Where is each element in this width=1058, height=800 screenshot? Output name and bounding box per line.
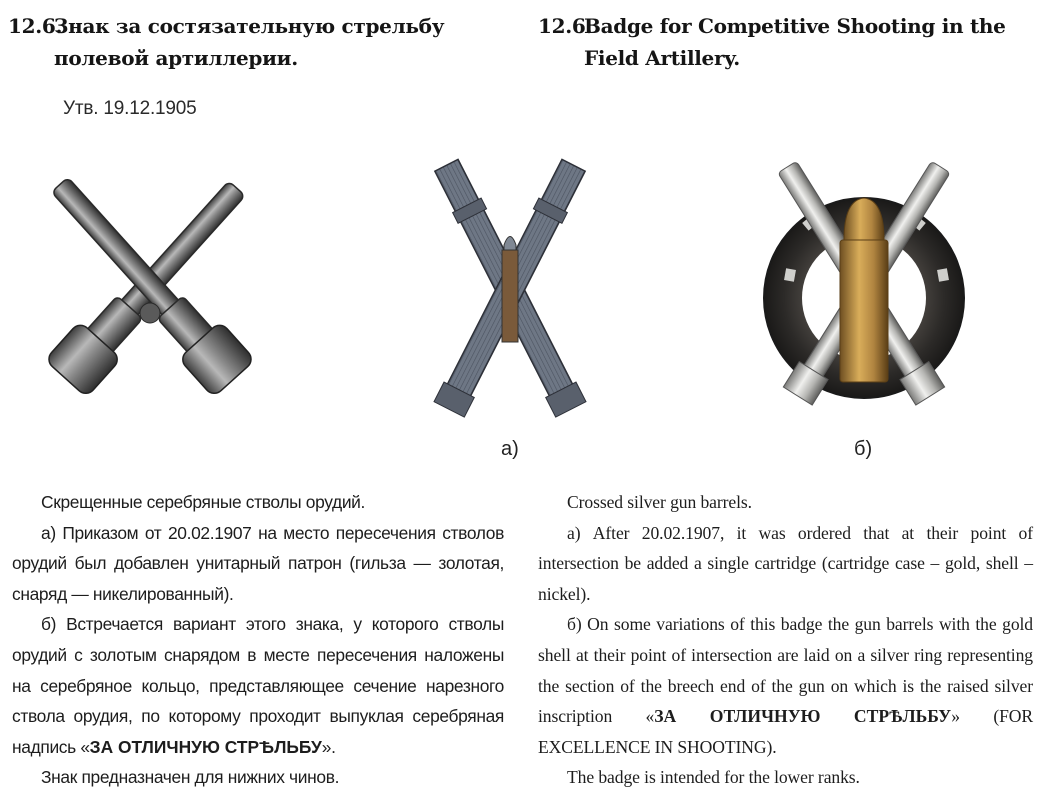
heading-russian bbox=[8, 10, 513, 74]
paragraph: Crossed silver gun barrels. bbox=[567, 492, 752, 512]
section-title: Badge for Competitive Shooting in the Field Artillery. bbox=[584, 14, 1006, 70]
inscription-text: ЗА ОТЛИЧНУЮ СТРѢЛЬБУ bbox=[89, 736, 322, 757]
paragraph-text: ». bbox=[321, 736, 336, 757]
figure-caption-b: б) bbox=[854, 438, 873, 460]
section-number: 12.6. bbox=[538, 14, 593, 38]
paragraph: Скрещенные серебряные стволы орудий. bbox=[41, 492, 366, 512]
paragraph-text: б) On some variations of this badge the gun barrels with the gold shell at their point of intersection are laid on a silver ring representing the section of the breech end of the gun on which is the raised silver inscription « bbox=[538, 614, 1033, 727]
inscription-text: ЗА ОТЛИЧНУЮ СТРѢЛЬБУ bbox=[654, 706, 952, 727]
body-text-russian bbox=[12, 487, 504, 793]
approval-date: Утв. 19.12.1905 bbox=[63, 98, 197, 119]
badge-image-variant-a bbox=[405, 150, 615, 435]
section-number: 12.6. bbox=[8, 14, 63, 38]
badge-image-variant-b bbox=[752, 140, 977, 430]
paragraph: а) Приказом от 20.02.1907 на место пересечения стволов орудий был добавлен унитарный патрон (гильза — золотая, снаряд — никелированный). bbox=[12, 522, 504, 604]
badge-image-plain bbox=[25, 145, 275, 420]
paragraph-text: » (FOR EXCELLENCE IN SHOOTING). bbox=[538, 706, 1033, 757]
paragraph-text: б) Встречается вариант этого знака, у которого стволы орудий с золотым снарядом в месте пересечения наложены на серебряное кольцо, представляющее сечение нарезного ствола орудия, по которому проходит выпуклая серебряная надпись « bbox=[12, 614, 504, 757]
paragraph: а) After 20.02.1907, it was ordered that at their point of intersection be added a single cartridge (cartridge case – gold, shell – nickel). bbox=[538, 522, 1033, 604]
heading-english bbox=[538, 10, 1053, 74]
paragraph: Знак предназначен для нижних чинов. bbox=[41, 767, 340, 788]
section-title: Знак за состязательную стрельбу полевой артиллерии. bbox=[54, 14, 445, 70]
figure-caption-a: а) bbox=[501, 438, 519, 460]
paragraph bbox=[12, 609, 504, 762]
paragraph bbox=[538, 609, 1033, 762]
paragraph: The badge is intended for the lower ranks. bbox=[567, 767, 860, 788]
body-text-english bbox=[538, 487, 1033, 793]
